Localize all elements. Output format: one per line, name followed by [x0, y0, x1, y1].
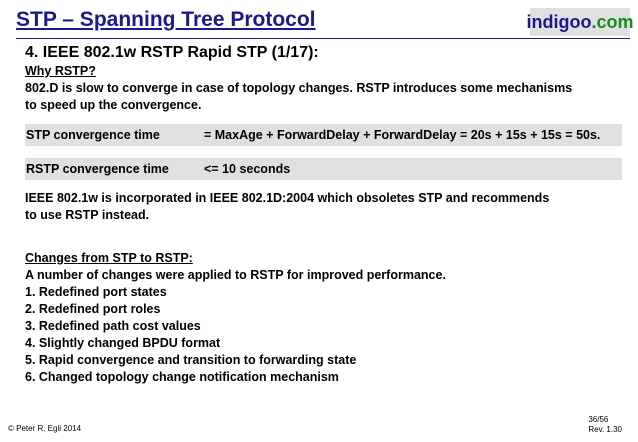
- why-heading: Why RSTP?: [25, 64, 96, 78]
- title-divider: [16, 38, 630, 39]
- list-item: 6. Changed topology change notification mechanism: [25, 370, 339, 384]
- list-item: 2. Redefined port roles: [25, 302, 161, 316]
- stp-convergence-label: STP convergence time: [26, 127, 160, 142]
- brand-logo: [526, 8, 634, 36]
- copyright: © Peter R. Egli 2014: [8, 424, 82, 433]
- slide-content: [25, 43, 625, 386]
- page-number: 36/56: [588, 415, 609, 424]
- changes-intro: A number of changes were applied to RSTP for improved performance.: [25, 268, 446, 282]
- rstp-convergence-bar: [25, 158, 622, 180]
- section-heading: 4. IEEE 802.1w RSTP Rapid STP (1/17):: [25, 44, 319, 61]
- list-item: 1. Redefined port states: [25, 285, 167, 299]
- list-item: 3. Redefined path cost values: [25, 319, 201, 333]
- changes-list: [25, 284, 625, 386]
- revision: Rev. 1.30: [588, 425, 622, 434]
- rstp-convergence-value: <= 10 seconds: [204, 161, 291, 176]
- ieee-text-line-2: to use RSTP instead.: [25, 208, 150, 222]
- page-info: [588, 415, 622, 435]
- why-text-line-2: to speed up the convergence.: [25, 98, 202, 112]
- stp-convergence-value: = MaxAge + ForwardDelay + ForwardDelay = 20s + 15s + 15s = 50s.: [204, 127, 601, 142]
- rstp-convergence-label: RSTP convergence time: [26, 161, 169, 176]
- changes-heading: Changes from STP to RSTP:: [25, 251, 193, 265]
- list-item: 5. Rapid convergence and transition to forwarding state: [25, 353, 357, 367]
- list-item: 4. Slightly changed BPDU format: [25, 336, 221, 350]
- ieee-text-line-1: IEEE 802.1w is incorporated in IEEE 802.1D:2004 which obsoletes STP and recommends: [25, 191, 550, 205]
- slide-title: STP – Spanning Tree Protocol: [16, 8, 316, 31]
- why-text-line-1: 802.D is slow to converge in case of topology changes. RSTP introduces some mechanisms: [25, 81, 573, 95]
- brand-tld: .com: [591, 11, 634, 32]
- stp-convergence-bar: [25, 124, 622, 146]
- brand-name: indigoo: [526, 11, 592, 32]
